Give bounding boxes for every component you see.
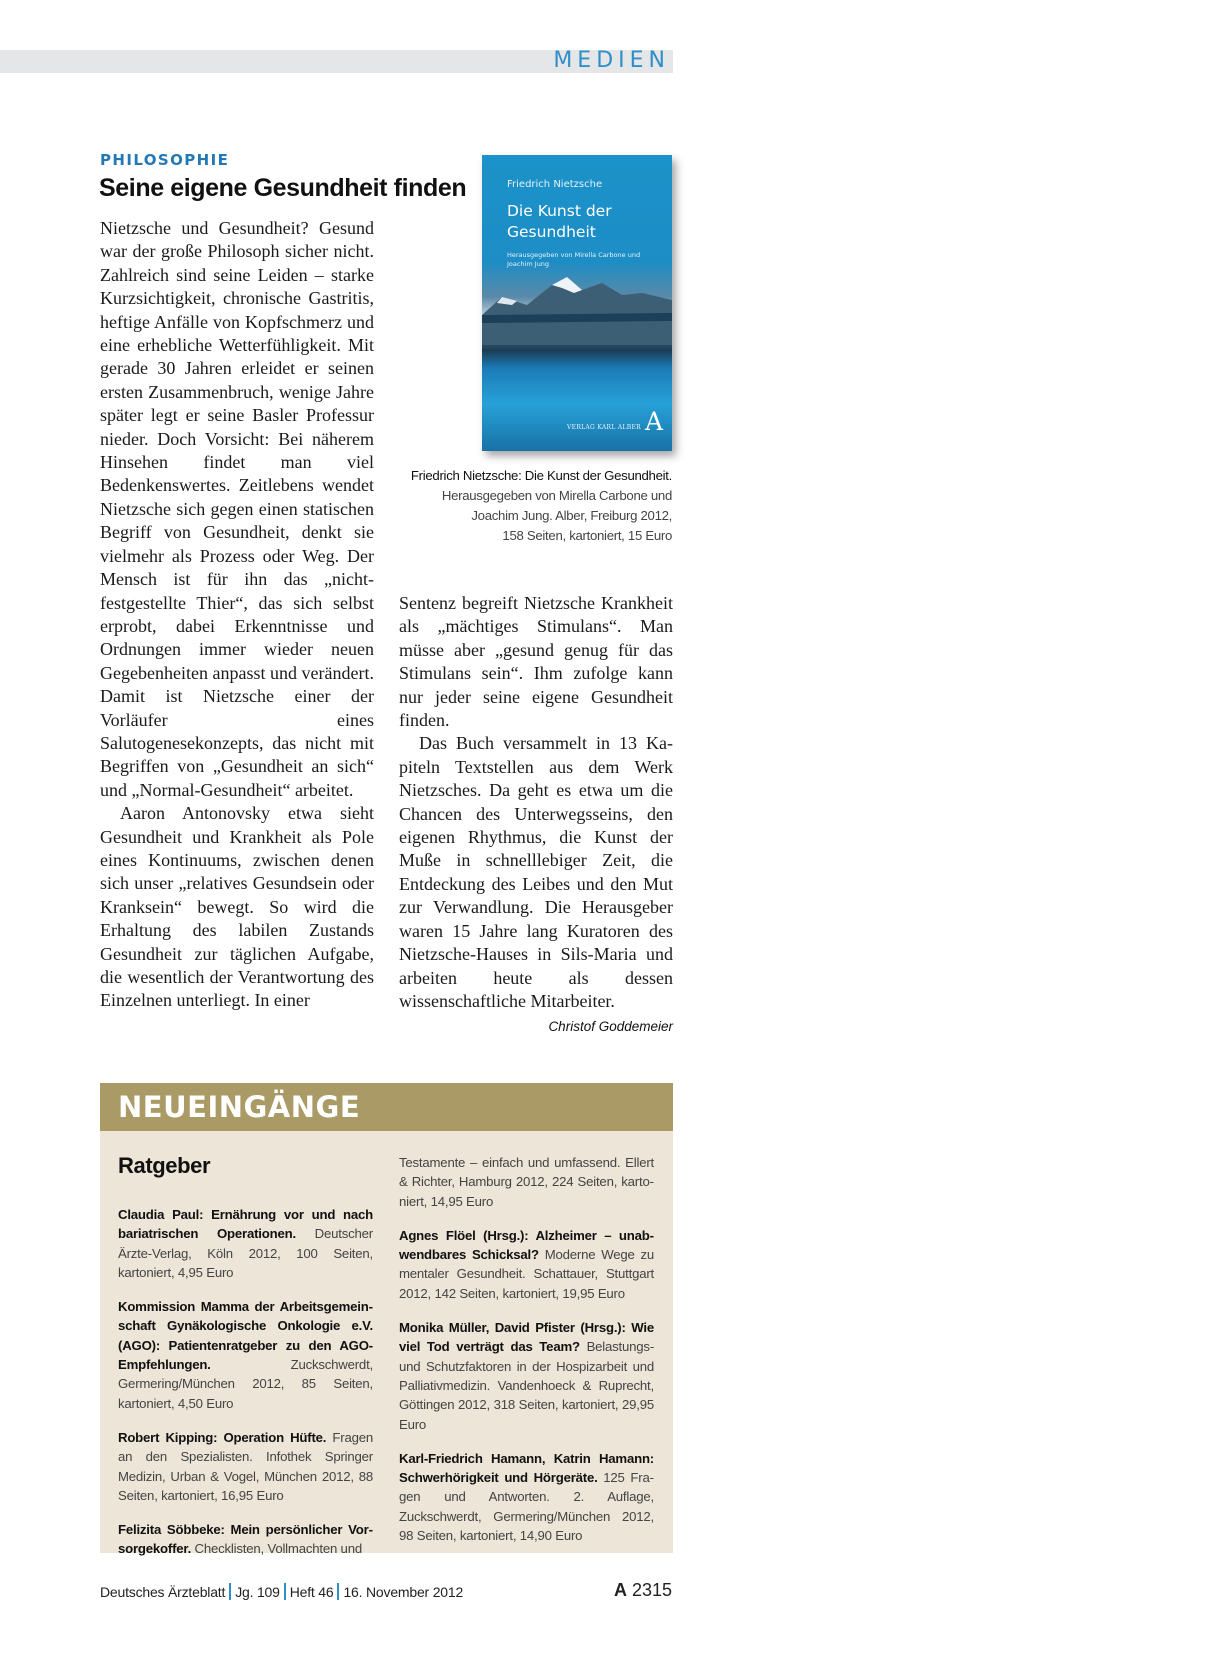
new-arrivals-category: Ratgeber <box>118 1153 211 1178</box>
page-prefix: A <box>613 1580 627 1600</box>
book-entry: Testamente – einfach und umfassend. Ellert & Richter, Hamburg 2012, 224 Seiten, kartoniert, 14,95 Euro <box>399 1155 654 1209</box>
new-arrivals-box <box>100 1083 673 1557</box>
footer-separator <box>284 1583 286 1600</box>
article-column-1 <box>100 217 374 1013</box>
article-paragraph: Das Buch versammelt in 13 Kapiteln Textstellen aus dem Werk Nietzsches. Da geht es etwa um die Chancen des Unterwegsseins, den eigenen Rhythmus, die Kunst der Muße in schnelllebiger Zeit, die Entdeckung des Leibes und den Mut zur Verwandlung. Die Herausgeber waren 15 Jahre lang Kuratoren des Nietzsche-Hauses in Sils-Maria und arbeiten heute als dessen wissenschaftliche Mitarbeiter. <box>399 733 673 1011</box>
book-entry: Karl-Friedrich Hamann, Katrin Hamann: Schwerhörigkeit und Hörgeräte. 125 Fragen und Antworten. 2. Auflage, Zuckschwerdt, Germering/München 2012, 98 Seiten, kartoniert, 14,90 Euro <box>399 1450 654 1544</box>
footer-separator <box>337 1583 339 1600</box>
journal-issue: Heft 46 <box>289 1584 334 1600</box>
book-entry: Claudia Paul: Ernährung vor und nach bariatrischen Operationen. Deutscher Ärzte-Verlag, Köln 2012, 100 Seiten, kartoniert, 4,95 Euro <box>118 1207 373 1280</box>
book-entry: Monika Müller, David Pfister (Hrsg.): Wie viel Tod verträgt das Team? Belastungs- und Schutzfaktoren in der Hospizarbeit und Palliativmedizin. Vandenhoeck & Ruprecht, Göttingen 2012, 318 Seiten, kartoniert, 29,95 Euro <box>399 1320 655 1432</box>
article-author: Christof Goddemeier <box>548 1019 673 1034</box>
article-column-2 <box>399 592 673 1013</box>
section-label: MEDIEN <box>553 48 670 73</box>
new-arrivals-column-2 <box>399 1153 654 1560</box>
page-number-value: 2315 <box>631 1580 672 1600</box>
book-entry: Robert Kipping: Operation Hüfte. Fragen an den Spezialisten. Infothek Springer Medizin, Urban & Vogel, München 2012, 88 Seiten, kartoniert, 16,95 Euro <box>118 1429 373 1503</box>
book-entry: Kommission Mamma der Arbeitsgemeinschaft Gynäkologische Onkologie e.V. (AGO): Patientenratgeber zu den AGO-Empfehlungen. Zuckschwerdt, Germering/München 2012, 85 Seiten, kartoniert, 4,50 Euro <box>118 1299 373 1411</box>
footer-separator <box>229 1583 231 1600</box>
article-kicker: PHILOSOPHIE <box>100 151 230 169</box>
journal-date: 16. November 2012 <box>343 1584 464 1600</box>
cover-editors: Herausgegeben von Mirella Carbone und Joachim Jung <box>507 251 641 268</box>
caption-line: Joachim Jung. Alber, Freiburg 2012, <box>471 508 672 523</box>
cover-author: Friedrich Nietzsche <box>507 179 603 190</box>
article-title: Seine eigene Gesundheit finden <box>99 174 467 202</box>
article-paragraph: Nietzsche und Gesundheit? Gesund war der große Philosoph sicher nicht. Zahlreich sind seine Leiden – starke Kurzsichtigkeit, chronische Gastritis, heftige Anfälle von Kopfschmerz und eine erhebliche Wetterfühligkeit. Mit gerade 30 Jahren erleidet er seinen ersten Zusammenbruch, wenige Jahre später legt er seine Basler Professur nieder. Doch Vorsicht: Bei näherem Hinsehen findet man viel Bedenkenswertes. Zeitlebens wendet Nietzsche sich gegen einen statischen Begriff von Gesundheit, denkt sie vielmehr als Prozess oder Weg. Der Mensch ist für ihn das „nicht-festgestellte Thier“, das sich selbst erprobt, dabei Erkenntnisse und Ordnungen immer wieder neuen Gegebenheiten anpasst und verändert. Damit ist Nietzsche einer der Vorläufer eines Salutogenesekonzepts, das nicht mit Begriffen von „Gesundheit an sich“ und „Normal-Gesundheit“ arbeitet. <box>100 218 374 800</box>
caption-line: Herausgegeben von Mirella Carbone und <box>441 488 672 503</box>
book-cover <box>482 155 672 451</box>
new-arrivals-column-1 <box>118 1205 373 1574</box>
article-paragraph: Aaron Antonovsky etwa sieht Gesundheit und Krankheit als Pole eines Kontinuums, zwischen denen sich unser „relatives Gesundsein oder Kranksein“ bewegt. So wird die Erhaltung des labilen Zustands Gesundheit zur täglichen Aufgabe, die wesentlich der Verantwortung des Einzelnen unterliegt. In einer <box>100 803 374 1011</box>
article-paragraph: Sentenz begreift Nietzsche Krankheit als „mächtiges Stimulans“. Man müsse aber „gesund genug für das Stimulans sein“. Ihm zufolge kann nur jeder seine eigene Gesundheit finden. <box>399 593 673 731</box>
journal-name: Deutsches Ärzteblatt <box>100 1584 226 1600</box>
caption-title: Friedrich Nietzsche: Die Kunst der Gesundheit. <box>410 468 672 483</box>
cover-title: Die Kunst der Gesundheit <box>507 202 612 241</box>
book-entry: Agnes Flöel (Hrsg.): Alzheimer – unabwendbares Schicksal? Moderne Wege zu mentaler Gesundheit. Schattauer, Stuttgart 2012, 142 Seiten, kartoniert, 19,95 Euro <box>399 1227 654 1301</box>
journal-volume: Jg. 109 <box>235 1584 280 1600</box>
book-entry: Felizita Söbbeke: Mein persönlicher Vorsorgekoffer. Checklisten, Vollmachten und <box>118 1522 373 1557</box>
new-arrivals-title: NEUEINGÄNGE <box>118 1090 361 1124</box>
page-footer <box>100 1583 463 1600</box>
page-number <box>614 1580 672 1601</box>
publisher-logo: A <box>645 407 664 436</box>
new-arrivals-header <box>100 1083 673 1131</box>
caption-line: 158 Seiten, kartoniert, 15 Euro <box>502 528 672 543</box>
cover-caption <box>388 466 672 546</box>
cover-publisher: VERLAG KARL ALBER <box>567 424 641 431</box>
